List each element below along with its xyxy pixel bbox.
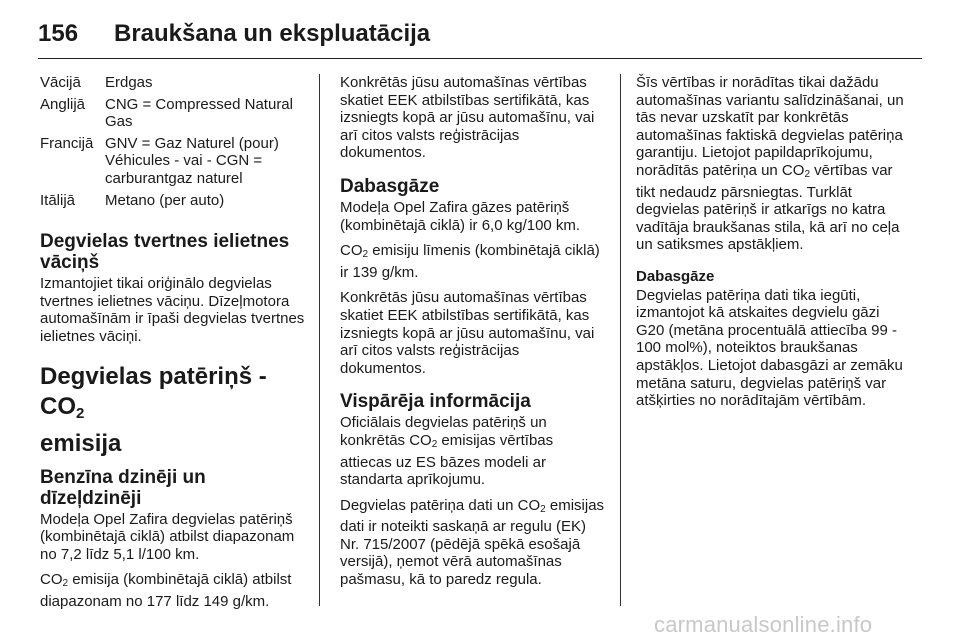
gas-name-cell: GNV = Gaz Naturel (pour) Véhicules - vai - CGN = carburantgaz naturel (105, 134, 279, 187)
gas-name-cell: Erdgas (105, 74, 153, 91)
table-row (40, 74, 305, 92)
values-note-text: Šīs vērtības ir norādītas tikai dažādu automašīnas variantu salīdzināšanai, un tās nevar uzskatīt par konkrētās automašīnas faktiskā degvielas patēriņa garantiju. Lietojot papildaprīkojumu, norādītās patēriņa un $CO_2$ vērtības var tikt nedaudz pārsniegtas. Turklāt degvielas patēriņš ir atkarīgs no katra vadītāja braukšanas stila, kā arī no ceļa un satiksmes apstākļiem. (636, 74, 904, 254)
page-header (38, 14, 922, 60)
country-cell: Anglijā (40, 95, 86, 113)
general-info-text-2: Degvielas patēriņa dati un $CO_2$ emisijas dati ir noteikti saskaņā ar regulu (EK) Nr. 715/2007 (pēdējā spēkā esošajā versijā), ņemot vērā automašīnas pašmasu, kā to paredz regula. (340, 496, 605, 589)
petrol-co2-text: $CO_2$ emisija (kombinētajā ciklā) atbilst diapazonam no 177 līdz 149 g/km. (40, 571, 292, 610)
natural-gas-heading: Dabasgāze (340, 175, 440, 197)
gas-consumption-text: Modeļa Opel Zafira gāzes patēriņš (kombinētajā ciklā) ir 6,0 kg/100 km. (340, 198, 581, 234)
gas-names-table (40, 74, 305, 209)
table-row (40, 135, 305, 188)
column-divider (620, 74, 621, 606)
gas-name-cell: CNG = Compressed Natural Gas (105, 95, 293, 131)
column-divider (319, 74, 320, 606)
country-cell: Itālijā (40, 191, 76, 209)
registration-text: Konkrētās jūsu automašīnas vērtības skatiet EEK atbilstības sertifikātā, kas izsniegts kopā ar jūsu automašīnu, vai arī citos valsts reģistrācijas dokumentos. (340, 74, 595, 162)
column-right (636, 74, 906, 418)
column-left (40, 74, 305, 619)
gas-name-cell: Metano (per auto) (105, 191, 225, 209)
gas-co2-text: $CO_2$ emisiju līmenis (kombinētajā ciklā) ir 139 g/km. (340, 242, 600, 281)
petrol-diesel-heading: Benzīna dzinēji un dīzeļdzinēji (40, 466, 206, 509)
general-info-text-1: Oficiālais degvielas patēriņš un konkrētās $CO_2$ emisijas vērtības attiecas uz ES bāzes modeli ar standarta aprīkojumu. (340, 414, 554, 489)
natural-gas-subheading: Dabasgāze (636, 267, 715, 285)
table-row (40, 192, 305, 210)
gas-reference-text: Degvielas patēriņa dati tika iegūti, izmantojot kā atskaites degvielu gāzi G20 (metāna procentuālā attiecība 99 - 100 mol%), noteiktos braukšanas apstākļos. Lietojot dabasgāzi ar zemāku metāna saturu, degvielas patēriņš var atšķirties no norādītajām vērtībām. (636, 286, 903, 410)
general-info-heading: Vispārēja informācija (340, 391, 531, 413)
watermark: carmanualsonline.info (654, 612, 873, 637)
page-number: 156 (38, 20, 79, 47)
table-row (40, 96, 305, 131)
fuel-cap-heading: Degvielas tvertnes ielietnes vāciņš (40, 231, 290, 274)
country-cell: Vācijā (40, 74, 81, 91)
column-middle (340, 74, 605, 597)
petrol-consumption-text: Modeļa Opel Zafira degvielas patēriņš (kombinētajā ciklā) atbilst diapazonam no 7,2 līdz 5,1 l/100 km. (40, 510, 295, 563)
section-heading: Degvielas patēriņš - $CO_2$ emisija (40, 362, 267, 457)
header-rule (38, 58, 922, 59)
fuel-cap-text: Izmantojiet tikai oriģinālo degvielas tvertnes ielietnes vāciņu. Dīzeļmotora automašīnām ir īpaši degvielas tvertnes ielietnes vāciņi. (40, 275, 305, 345)
country-cell: Francijā (40, 134, 94, 152)
page-title: Braukšana un ekspluatācija (114, 20, 431, 47)
gas-registration-text: Konkrētās jūsu automašīnas vērtības skatiet EEK atbilstības sertifikātā, kas izsniegts kopā ar jūsu automašīnu, vai arī citos valsts reģistrācijas dokumentos. (340, 289, 595, 377)
